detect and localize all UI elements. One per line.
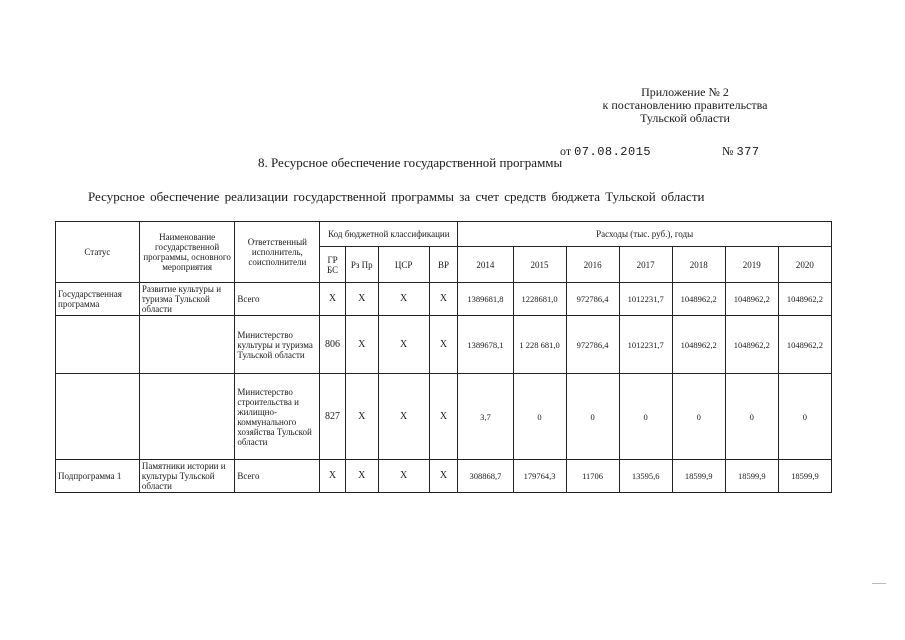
number-prefix: №: [722, 144, 734, 158]
header-budget-code: Код бюджетной классификации: [320, 222, 458, 247]
row-value: 0: [672, 374, 725, 460]
row-csr: Х: [378, 283, 429, 316]
row-csr: Х: [378, 316, 429, 374]
row-value: 18599,9: [778, 460, 831, 493]
table-row: [56, 316, 832, 374]
row-name: [139, 374, 235, 460]
row-value: 1389678,1: [458, 316, 513, 374]
header-rzpr: Рз Пр: [345, 247, 378, 283]
decree-date-line: [560, 144, 790, 159]
row-value: 1048962,2: [778, 283, 831, 316]
row-status: Подпрограмма 1: [56, 460, 140, 493]
header-year: 2019: [725, 247, 778, 283]
row-value: 1048962,2: [778, 316, 831, 374]
table-row: [56, 460, 832, 493]
decree-date: 07.08.2015: [574, 145, 652, 159]
row-value: 1012231,7: [619, 283, 672, 316]
row-value: 0: [725, 374, 778, 460]
row-csr: Х: [378, 374, 429, 460]
header-year: 2020: [778, 247, 831, 283]
header-status: Статус: [56, 222, 140, 283]
row-rzpr: Х: [345, 283, 378, 316]
decree-number: 377: [736, 145, 760, 159]
row-executor: Министерство строительства и жилищно-коммунального хозяйства Тульской области: [235, 374, 320, 460]
row-vr: Х: [429, 374, 458, 460]
row-value: 1 228 681,0: [513, 316, 566, 374]
header-vr: ВР: [429, 247, 458, 283]
header-executor: Ответственный исполнитель, соисполнители: [235, 222, 320, 283]
row-value: 1048962,2: [672, 316, 725, 374]
row-value: 1012231,7: [619, 316, 672, 374]
header-csr: ЦСР: [378, 247, 429, 283]
row-value: 11706: [566, 460, 619, 493]
row-value: 0: [566, 374, 619, 460]
row-value: 972786,4: [566, 316, 619, 374]
row-value: 308868,7: [458, 460, 513, 493]
row-grbs: Х: [320, 283, 345, 316]
row-value: 972786,4: [566, 283, 619, 316]
row-status: [56, 374, 140, 460]
scan-edge-mark: [872, 583, 886, 584]
row-rzpr: Х: [345, 374, 378, 460]
row-vr: Х: [429, 283, 458, 316]
row-value: 18599,9: [672, 460, 725, 493]
row-value: 18599,9: [725, 460, 778, 493]
row-grbs: 806: [320, 316, 345, 374]
row-grbs: Х: [320, 460, 345, 493]
header-expenses: Расходы (тыс. руб.), годы: [458, 222, 832, 247]
header-grbs: ГР БС: [320, 247, 345, 283]
row-value: 0: [513, 374, 566, 460]
appendix-region: Тульской области: [640, 111, 730, 125]
appendix-subtitle: к постановлению правительства: [602, 98, 768, 112]
row-name: Развитие культуры и туризма Тульской области: [139, 283, 235, 316]
row-executor: Всего: [235, 283, 320, 316]
header-year: 2017: [619, 247, 672, 283]
row-vr: Х: [429, 316, 458, 374]
section-title: 8. Ресурсное обеспечение государственной программы: [258, 155, 563, 170]
header-year: 2014: [458, 247, 513, 283]
appendix-title: Приложение № 2: [641, 85, 729, 99]
row-value: 1228681,0: [513, 283, 566, 316]
row-value: 1048962,2: [725, 283, 778, 316]
appendix-header: [560, 86, 810, 125]
header-year: 2015: [513, 247, 566, 283]
row-value: 0: [619, 374, 672, 460]
row-executor: Всего: [235, 460, 320, 493]
row-executor: Министерство культуры и туризма Тульской области: [235, 316, 320, 374]
date-prefix: от: [560, 144, 572, 158]
row-status: Государственная программа: [56, 283, 140, 316]
row-value: 13595,6: [619, 460, 672, 493]
table-row: [56, 374, 832, 460]
table-row: [56, 283, 832, 316]
row-grbs: 827: [320, 374, 345, 460]
row-value: 3,7: [458, 374, 513, 460]
row-value: 1048962,2: [672, 283, 725, 316]
row-rzpr: Х: [345, 316, 378, 374]
row-value: 179764,3: [513, 460, 566, 493]
header-year: 2016: [566, 247, 619, 283]
row-name: Памятники истории и культуры Тульской области: [139, 460, 235, 493]
main-title: Ресурсное обеспечение реализации государственной программы за счет средств бюджета Тульской области: [88, 189, 705, 204]
row-status: [56, 316, 140, 374]
header-program-name: Наименование государственной программы, основного мероприятия: [139, 222, 235, 283]
row-rzpr: Х: [345, 460, 378, 493]
row-csr: Х: [378, 460, 429, 493]
row-value: 1048962,2: [725, 316, 778, 374]
row-vr: Х: [429, 460, 458, 493]
resource-table: [55, 221, 832, 493]
row-value: 1389681,8: [458, 283, 513, 316]
row-value: 0: [778, 374, 831, 460]
row-name: [139, 316, 235, 374]
header-year: 2018: [672, 247, 725, 283]
